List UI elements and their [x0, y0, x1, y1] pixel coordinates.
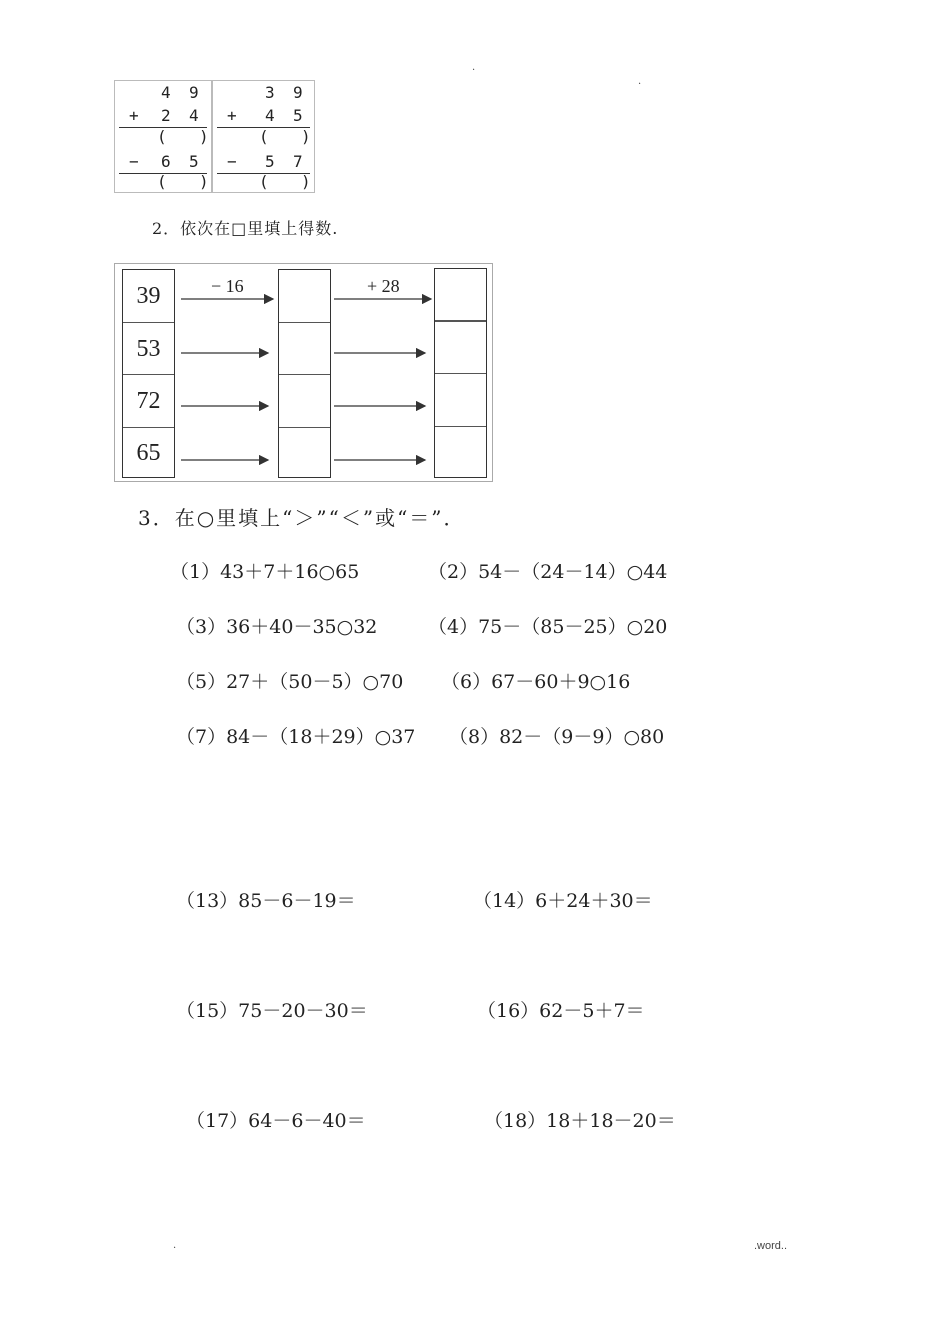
calc-problem-15: （15）75－20－30＝: [176, 1000, 368, 1022]
calc-problem-14: （14）6＋24＋30＝: [473, 890, 653, 912]
calc-digit: 9: [293, 83, 303, 102]
answer-paren-open: (: [259, 172, 269, 191]
calc-digit: 7: [293, 152, 303, 171]
vertical-calc-2: [212, 80, 315, 193]
start-value-cell: 53: [123, 323, 174, 375]
answer-paren-close: ): [301, 172, 311, 191]
answer-column-2: [434, 268, 487, 478]
compare-problem-8: （8）82－（9－9）○80: [449, 726, 665, 748]
start-value-cell: 39: [123, 270, 174, 323]
answer-paren-open: (: [157, 172, 167, 191]
calc-digit: 3: [265, 83, 275, 102]
answer-paren-close: ): [199, 127, 209, 146]
start-value-cell: 65: [136, 440, 161, 466]
answer-box[interactable]: [435, 269, 486, 322]
answer-box[interactable]: [279, 375, 330, 428]
section-2-title: 2．依次在□里填上得数.: [152, 219, 339, 238]
calc-digit: 4: [161, 83, 171, 102]
calc-digit: 2: [161, 106, 171, 125]
header-dot-right: .: [638, 76, 642, 87]
start-value-cell: 72: [123, 375, 174, 428]
answer-paren-close: ): [199, 172, 209, 191]
compare-problem-4: （4）75－（85－25）○20: [428, 616, 668, 638]
compare-problem-1: （1）43＋7＋16○65: [170, 561, 360, 583]
answer-box[interactable]: [435, 427, 486, 477]
answer-column-1: [278, 269, 331, 478]
calc-digit: 4: [189, 106, 199, 125]
compare-problem-7: （7）84－（18＋29）○37: [176, 726, 416, 748]
calc-digit: 5: [265, 152, 275, 171]
answer-paren-open: (: [259, 127, 269, 146]
calc-digit: 5: [189, 152, 199, 171]
answer-box[interactable]: [279, 270, 330, 323]
vertical-calc-1: [114, 80, 212, 193]
answer-box[interactable]: [435, 322, 486, 374]
calc-digit: 9: [189, 83, 199, 102]
minus-sign: −: [129, 152, 139, 171]
plus-28-label: + 28: [367, 276, 400, 296]
answer-paren-open: (: [157, 127, 167, 146]
footer-left-dot: .: [173, 1240, 177, 1251]
calc-problem-16: （16）62－5＋7＝: [477, 1000, 645, 1022]
plus-sign: +: [129, 106, 139, 125]
calc-digit: 4: [265, 106, 275, 125]
minus-sign: −: [227, 152, 237, 171]
calc-problem-18: （18）18＋18－20＝: [484, 1110, 676, 1132]
compare-problem-2: （2）54－（24－14）○44: [428, 561, 668, 583]
compare-problem-3: （3）36＋40－35○32: [176, 616, 378, 638]
calc-digit: 6: [161, 152, 171, 171]
header-dot-left: .: [472, 62, 476, 73]
section-3-title: 3．在○里填上“＞”“＜”或“＝”．: [138, 506, 466, 530]
answer-box[interactable]: [279, 428, 330, 478]
minus-16-label: − 16: [211, 276, 244, 296]
compare-problem-5: （5）27＋（50－5）○70: [176, 671, 404, 693]
compare-problem-6: （6）67－60＋9○16: [441, 671, 631, 693]
calc-problem-13: （13）85－6－19＝: [176, 890, 356, 912]
plus-sign: +: [227, 106, 237, 125]
answer-box[interactable]: [435, 374, 486, 427]
footer-word-label: .word..: [754, 1240, 788, 1252]
calc-problem-17: （17）64－6－40＝: [186, 1110, 366, 1132]
answer-box[interactable]: [279, 323, 330, 375]
calc-digit: 5: [293, 106, 303, 125]
number-chain-diagram: [114, 263, 493, 482]
answer-paren-close: ): [301, 127, 311, 146]
